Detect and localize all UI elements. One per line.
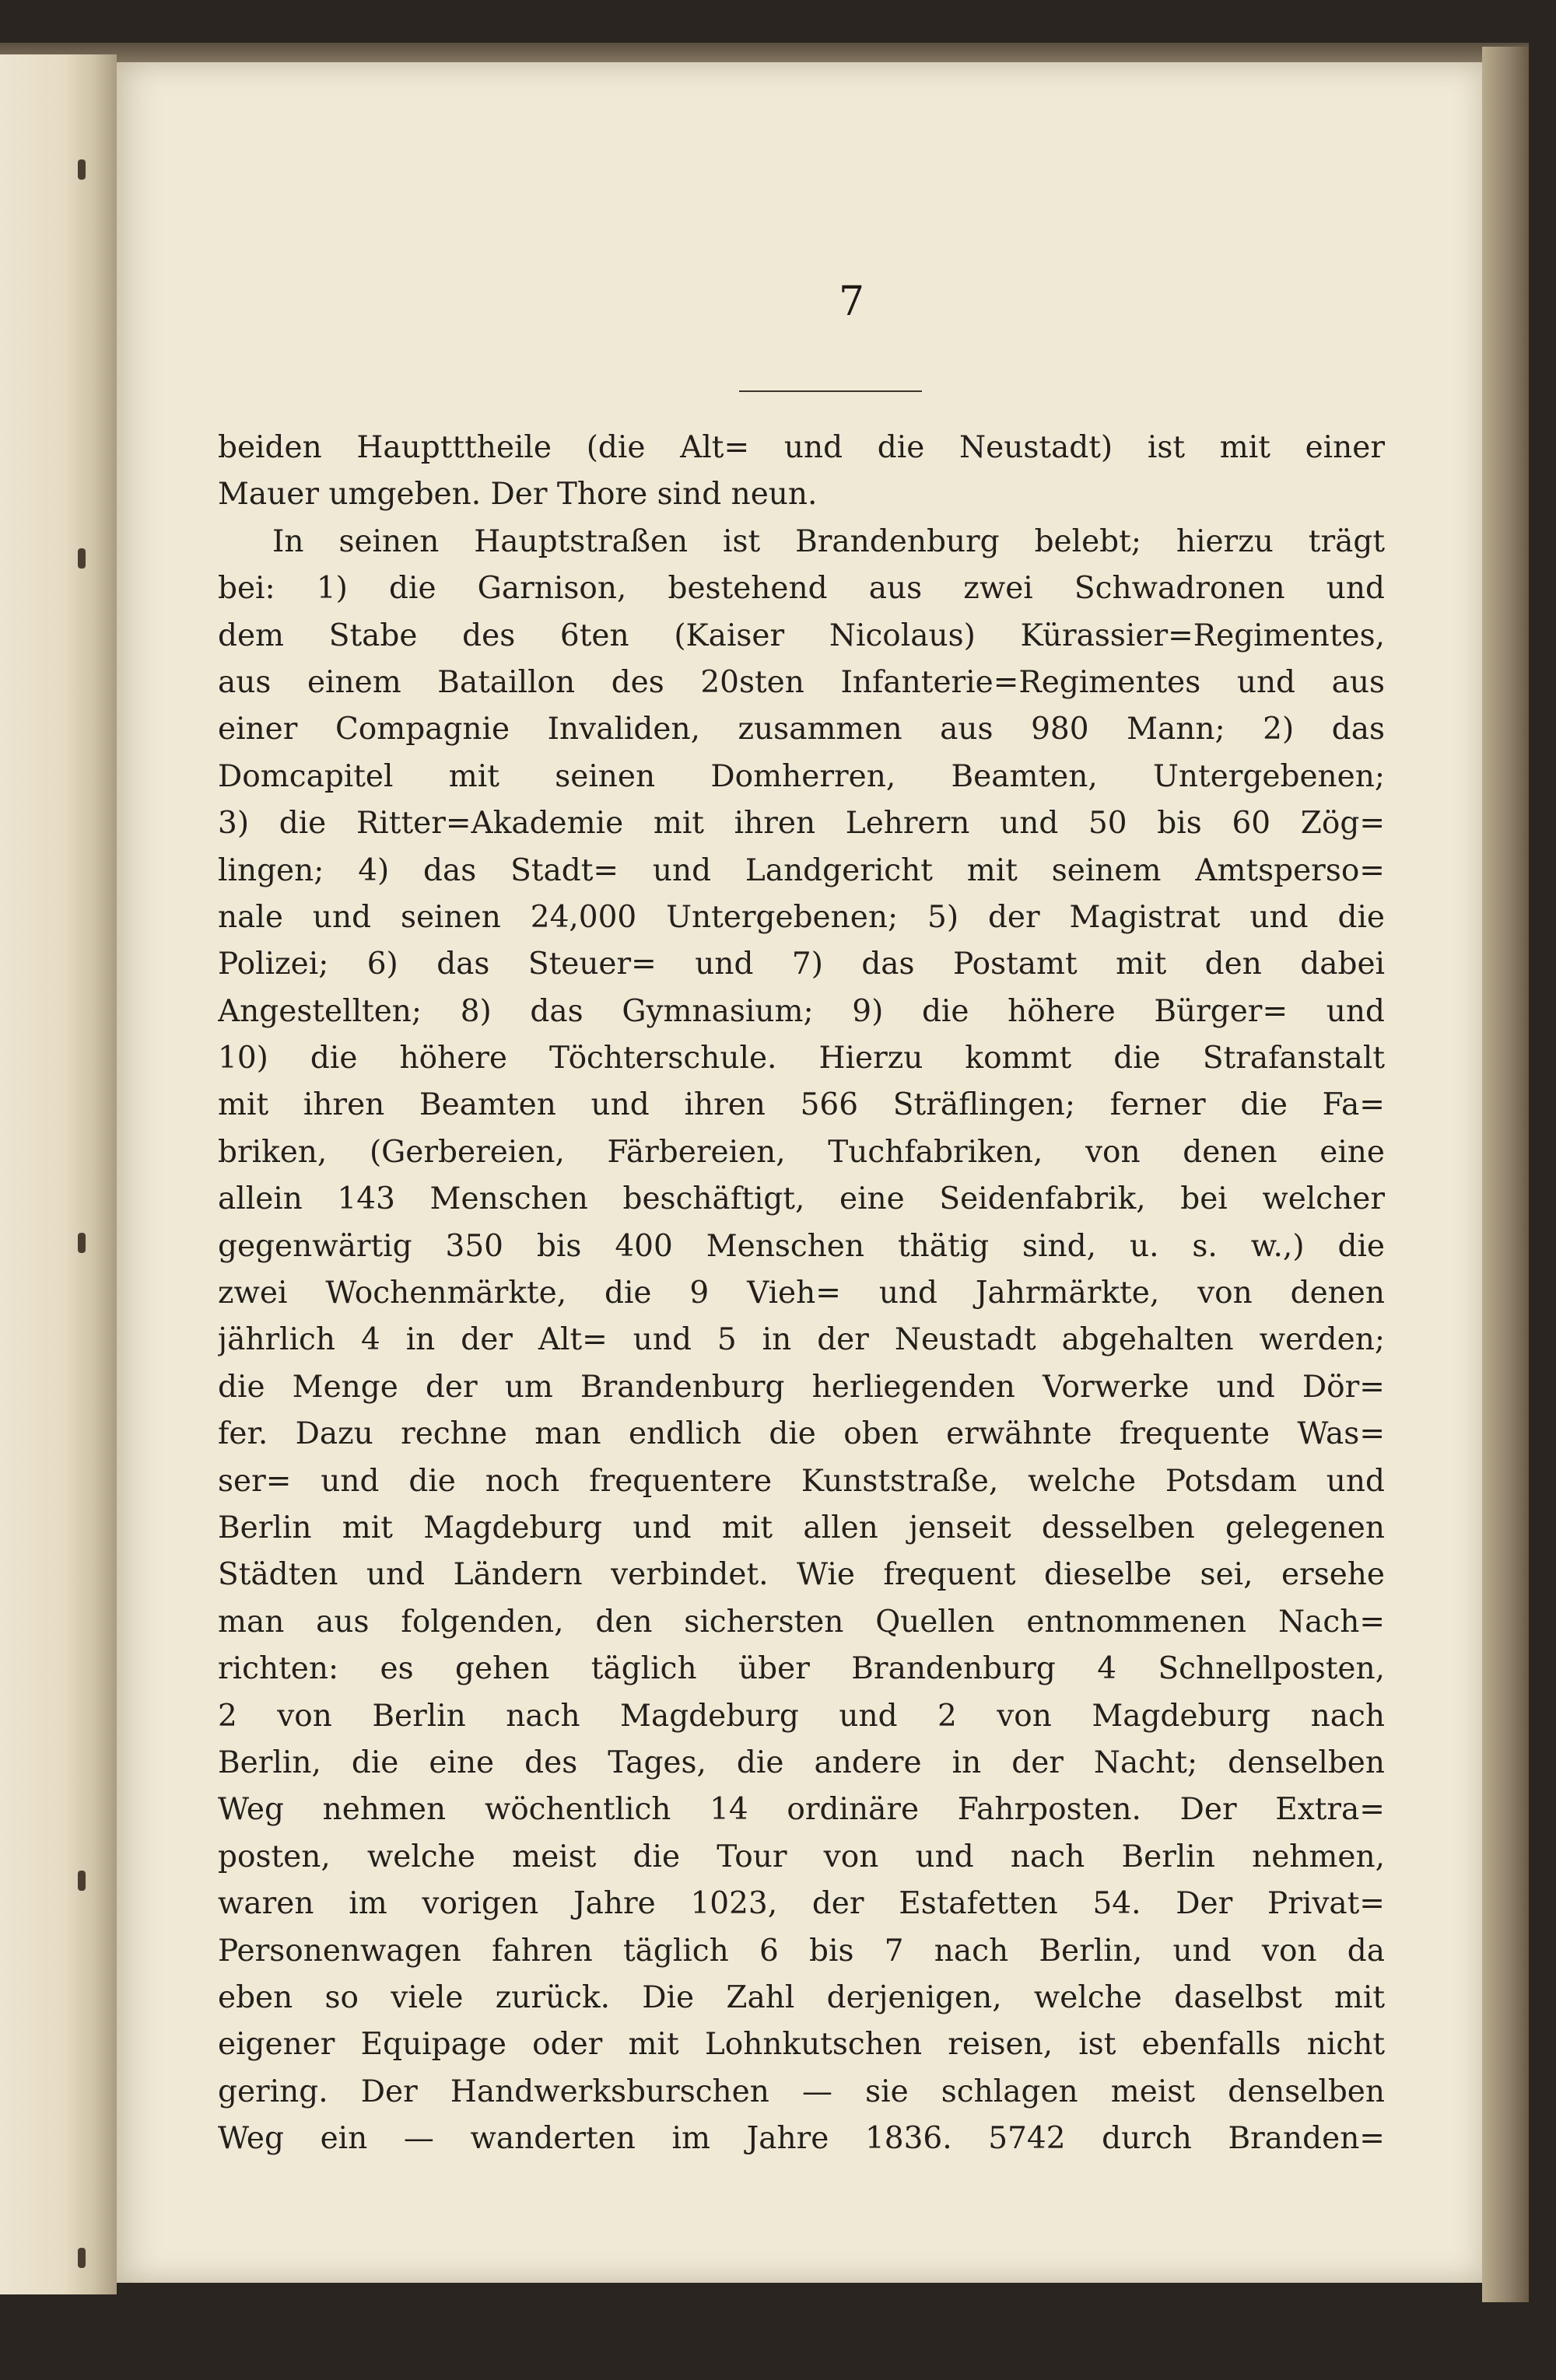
text-line: waren im vorigen Jahre 1023, der Estafetten 54. Der Privat= — [218, 1886, 1385, 1922]
facing-page-edge — [0, 54, 117, 2294]
text-line: Mauer umgeben. Der Thore sind neun. — [218, 477, 818, 513]
margin-mark — [78, 2248, 86, 2268]
text-line: man aus folgenden, den sichersten Quellen entnommenen Nach= — [218, 1604, 1385, 1640]
text-line: beiden Hauptttheile (die Alt= und die Neustadt) ist mit einer — [218, 430, 1385, 465]
text-line: 10) die höhere Töchterschule. Hierzu kommt die Strafanstalt — [218, 1041, 1385, 1076]
book-page — [117, 62, 1482, 2283]
text-line: fer. Dazu rechne man endlich die oben erwähnte frequente Was= — [218, 1416, 1385, 1452]
text-line: jährlich 4 in der Alt= und 5 in der Neustadt abgehalten werden; — [218, 1322, 1385, 1358]
text-line: allein 143 Menschen beschäftigt, eine Seidenfabrik, bei welcher — [218, 1181, 1385, 1217]
text-line: 3) die Ritter=Akademie mit ihren Lehrern und 50 bis 60 Zög= — [218, 806, 1385, 842]
text-line: Polizei; 6) das Steuer= und 7) das Postamt mit den dabei — [218, 947, 1385, 982]
text-line: 2 von Berlin nach Magdeburg und 2 von Magdeburg nach — [218, 1698, 1385, 1734]
text-line: Angestellten; 8) das Gymnasium; 9) die höhere Bürger= und — [218, 993, 1385, 1029]
text-line: Städten und Ländern verbindet. Wie frequent dieselbe sei, ersehe — [218, 1557, 1385, 1593]
text-line: bei: 1) die Garnison, bestehend aus zwei Schwadronen und — [218, 571, 1385, 607]
text-line: die Menge der um Brandenburg herliegenden Vorwerke und Dör= — [218, 1369, 1385, 1405]
text-line: Domcapitel mit seinen Domherren, Beamten, Untergebenen; — [218, 758, 1385, 794]
text-line: mit ihren Beamten und ihren 566 Sträflingen; ferner die Fa= — [218, 1087, 1385, 1123]
text-line: gegenwärtig 350 bis 400 Menschen thätig sind, u. s. w.,) die — [218, 1228, 1385, 1264]
text-line: posten, welche meist die Tour von und nach Berlin nehmen, — [218, 1839, 1385, 1874]
text-line: In seinen Hauptstraßen ist Brandenburg belebt; hierzu trägt — [272, 523, 1385, 559]
page-number: 7 — [838, 278, 866, 325]
text-line: Weg nehmen wöchentlich 14 ordinäre Fahrposten. Der Extra= — [218, 1792, 1385, 1828]
margin-mark — [78, 1233, 86, 1253]
text-line: zwei Wochenmärkte, die 9 Vieh= und Jahrmärkte, von denen — [218, 1276, 1385, 1311]
text-line: aus einem Bataillon des 20sten Infanterie=Regimentes und aus — [218, 664, 1385, 700]
text-line: nale und seinen 24,000 Untergebenen; 5) der Magistrat und die — [218, 899, 1385, 935]
text-line: lingen; 4) das Stadt= und Landgericht mit seinem Amtsperso= — [218, 852, 1385, 888]
book-cover-edge — [1482, 47, 1529, 2302]
text-line: ser= und die noch frequentere Kunststraße, welche Potsdam und — [218, 1463, 1385, 1499]
text-line: eigener Equipage oder mit Lohnkutschen reisen, ist ebenfalls nicht — [218, 2027, 1385, 2063]
text-line: gering. Der Handwerksburschen — sie schlagen meist denselben — [218, 2074, 1385, 2109]
text-line: dem Stabe des 6ten (Kaiser Nicolaus) Kürassier=Regimentes, — [218, 618, 1385, 653]
text-line: Personenwagen fahren täglich 6 bis 7 nach Berlin, und von da — [218, 1933, 1385, 1969]
text-line: eben so viele zurück. Die Zahl derjenigen, welche daselbst mit — [218, 1979, 1385, 2015]
text-line: richten: es gehen täglich über Brandenburg 4 Schnellposten, — [218, 1651, 1385, 1687]
body-text — [218, 425, 1385, 2162]
page-number-rule — [739, 390, 922, 392]
text-line: Weg ein — wanderten im Jahre 1836. 5742 durch Branden= — [218, 2121, 1385, 2157]
text-line: Berlin, die eine des Tages, die andere in der Nacht; denselben — [218, 1745, 1385, 1780]
margin-mark — [78, 1871, 86, 1891]
text-line: briken, (Gerbereien, Färbereien, Tuchfabriken, von denen eine — [218, 1134, 1385, 1170]
margin-mark — [78, 159, 86, 180]
margin-mark — [78, 548, 86, 569]
text-line: Berlin mit Magdeburg und mit allen jenseit desselben gelegenen — [218, 1510, 1385, 1545]
text-line: einer Compagnie Invaliden, zusammen aus 980 Mann; 2) das — [218, 712, 1385, 747]
